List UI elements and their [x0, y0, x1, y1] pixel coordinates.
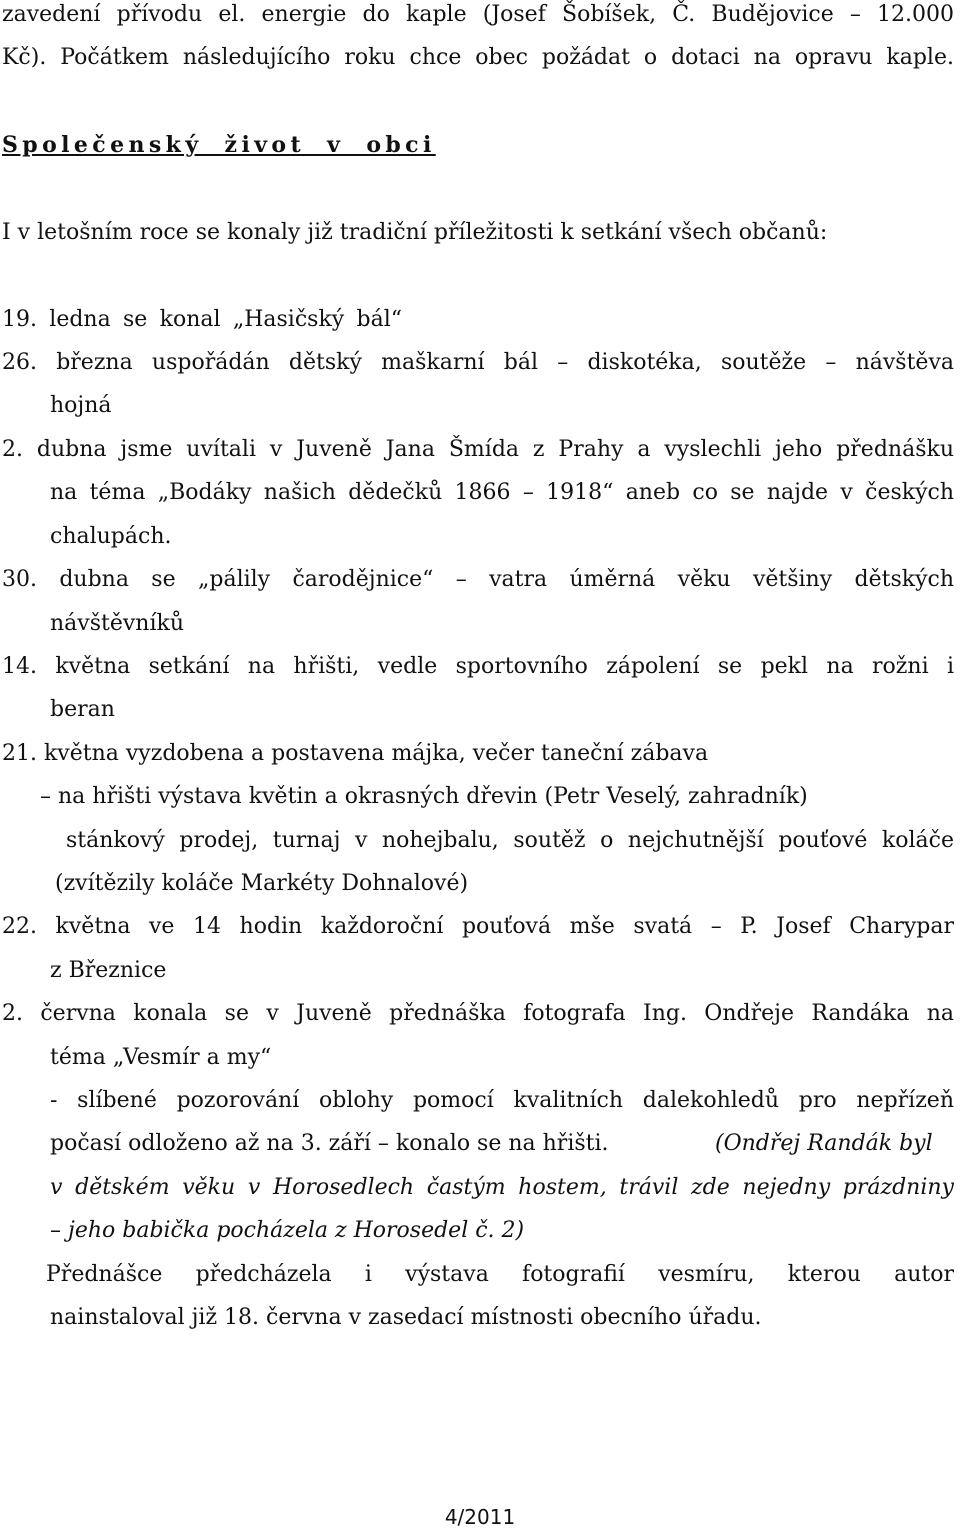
body-line: zavedení přívodu el. energie do kaple (Josef Šobíšek, Č. Budějovice – 12.000 — [2, 2, 954, 27]
list-item-continuation: stánkový prodej, turnaj v nohejbalu, soutěž o nejchutnější pouťové koláče — [66, 828, 954, 853]
list-item: 14. května setkání na hřišti, vedle sportovního zápolení se pekl na rožni i — [2, 654, 954, 679]
section-heading: Společenský život v obci — [2, 132, 436, 158]
body-line: Přednášce předcházela i výstava fotografií vesmíru, kterou autor — [46, 1262, 954, 1287]
list-item-continuation: (zvítězily koláče Markéty Dohnalové) — [55, 871, 469, 896]
list-item-continuation: na téma „Bodáky našich dědečků 1866 – 1918“ aneb co se najde v českých — [50, 480, 954, 505]
list-item-continuation: téma „Vesmír a my“ — [50, 1045, 272, 1070]
page-number: 4/2011 — [444, 1505, 516, 1529]
body-line: nainstaloval již 18. června v zasedací místnosti obecního úřadu. — [50, 1305, 762, 1330]
list-item-continuation: beran — [50, 697, 115, 722]
list-item-continuation: - slíbené pozorování oblohy pomocí kvalitních dalekohledů pro nepřízeň — [50, 1088, 954, 1113]
list-item: 30. dubna se „pálily čarodějnice“ – vatra úměrná věku většiny dětských — [2, 567, 954, 592]
lead-paragraph: I v letošním roce se konaly již tradiční příležitosti k setkání všech občanů: — [2, 220, 828, 245]
list-item-continuation: z Březnice — [50, 958, 167, 983]
list-item-continuation: chalupách. — [50, 524, 172, 549]
list-item-continuation: hojná — [50, 393, 112, 418]
list-item: 26. března uspořádán dětský maškarní bál – diskotéka, soutěže – návštěva — [2, 350, 954, 375]
list-item: 2. června konala se v Juveně přednáška fotografa Ing. Ondřeje Randáka na — [2, 1001, 954, 1026]
list-item-continuation: návštěvníků — [50, 611, 184, 636]
list-item: 19. ledna se konal „Hasičský bál“ — [2, 307, 402, 332]
list-item: 22. května ve 14 hodin každoroční pouťová mše svatá – P. Josef Charypar — [2, 914, 954, 939]
italic-note: – jeho babička pocházela z Horosedel č. 2) — [50, 1218, 525, 1243]
italic-note: (Ondřej Randák byl — [715, 1131, 933, 1156]
list-item-continuation: – na hřišti výstava květin a okrasných dřevin (Petr Veselý, zahradník) — [40, 784, 808, 809]
list-item: 21. května vyzdobena a postavena májka, večer taneční zábava — [2, 741, 709, 766]
list-item-continuation: počasí odloženo až na 3. září – konalo se na hřišti. — [50, 1131, 609, 1156]
list-item: 2. dubna jsme uvítali v Juveně Jana Šmída z Prahy a vyslechli jeho přednášku — [2, 437, 954, 462]
body-line: Kč). Počátkem následujícího roku chce obec požádat o dotaci na opravu kaple. — [2, 45, 954, 70]
italic-note: v dětském věku v Horosedlech častým hostem, trávil zde nejedny prázdniny — [50, 1175, 954, 1200]
